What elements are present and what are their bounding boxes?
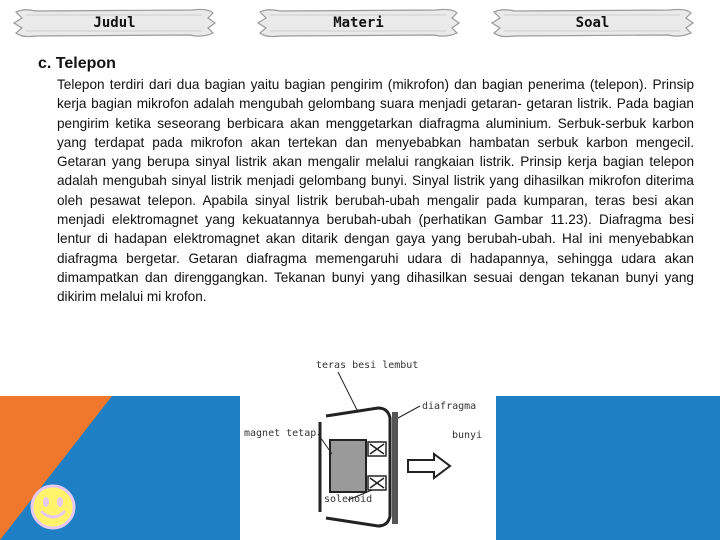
body-paragraph: Telepon terdiri dari dua bagian yaitu bagian pengirim (mikrofon) dan bagian penerima (telepon). Prinsip kerja bagian mikrofon adalah mengubah gelombang suara menjadi getaran- getaran listrik. Pada bagian pengirim ketika seseorang berbicara akan menggetarkan diafragma aluminium. Serbuk-serbuk karbon yang terdapat pada mikrofon akan tertekan dan menyebabkan hambatan serbuk karbon mengecil. Getaran yang berupa sinyal listrik akan mengalir melalui rangkaian listrik. Prinsip kerja bagian telepon adalah mengubah sinyal listrik menjadi gelombang bunyi. Sinyal listrik yang dihasilkan mikrofon diterima oleh pesawat telepon. Apabila sinyal listrik berubah-ubah mengalir pada kumparan, teras besi akan menjadi elektromagnet yang kekuatannya berubah-ubah (perhatikan Gambar 11.23). Diafragma besi lentur di hadapan elektromagnet akan ditarik dengan gaya yang berubah-ubah. Hal ini menyebabkan diafragma bergetar. Getaran diafragma memengaruhi udara di hadapannya, sehingga udara akan dimampatkan dan direnggangkan. Tekanan bunyi yang dihasilkan sesuai dengan tekanan bunyi yang dikirim melalui mi krofon.: [57, 77, 694, 305]
coil-shape: [368, 442, 386, 490]
receiver-diagram: [238, 356, 498, 540]
section-title: c. Telepon: [38, 55, 116, 72]
label-teras-besi: teras besi lembut: [316, 360, 419, 371]
tab-soal[interactable]: [490, 6, 695, 40]
label-solenoid: solenoid: [324, 494, 373, 505]
tab-materi[interactable]: [256, 6, 461, 40]
diaphragm-shape: [392, 412, 398, 524]
magnet-shape: [330, 440, 366, 492]
label-bunyi: bunyi: [452, 430, 483, 441]
smiley-icon: [30, 484, 76, 530]
tab-judul[interactable]: [12, 6, 217, 40]
label-magnet-tetap: magnet tetap: [244, 428, 317, 439]
label-diafragma: diafragma: [422, 401, 477, 412]
tab-judul-label: Judul: [93, 15, 136, 31]
sound-arrow: [408, 454, 450, 478]
telephone-receiver-figure: [238, 356, 498, 540]
tab-soal-label: Soal: [575, 15, 610, 31]
tab-materi-label: Materi: [333, 15, 384, 31]
